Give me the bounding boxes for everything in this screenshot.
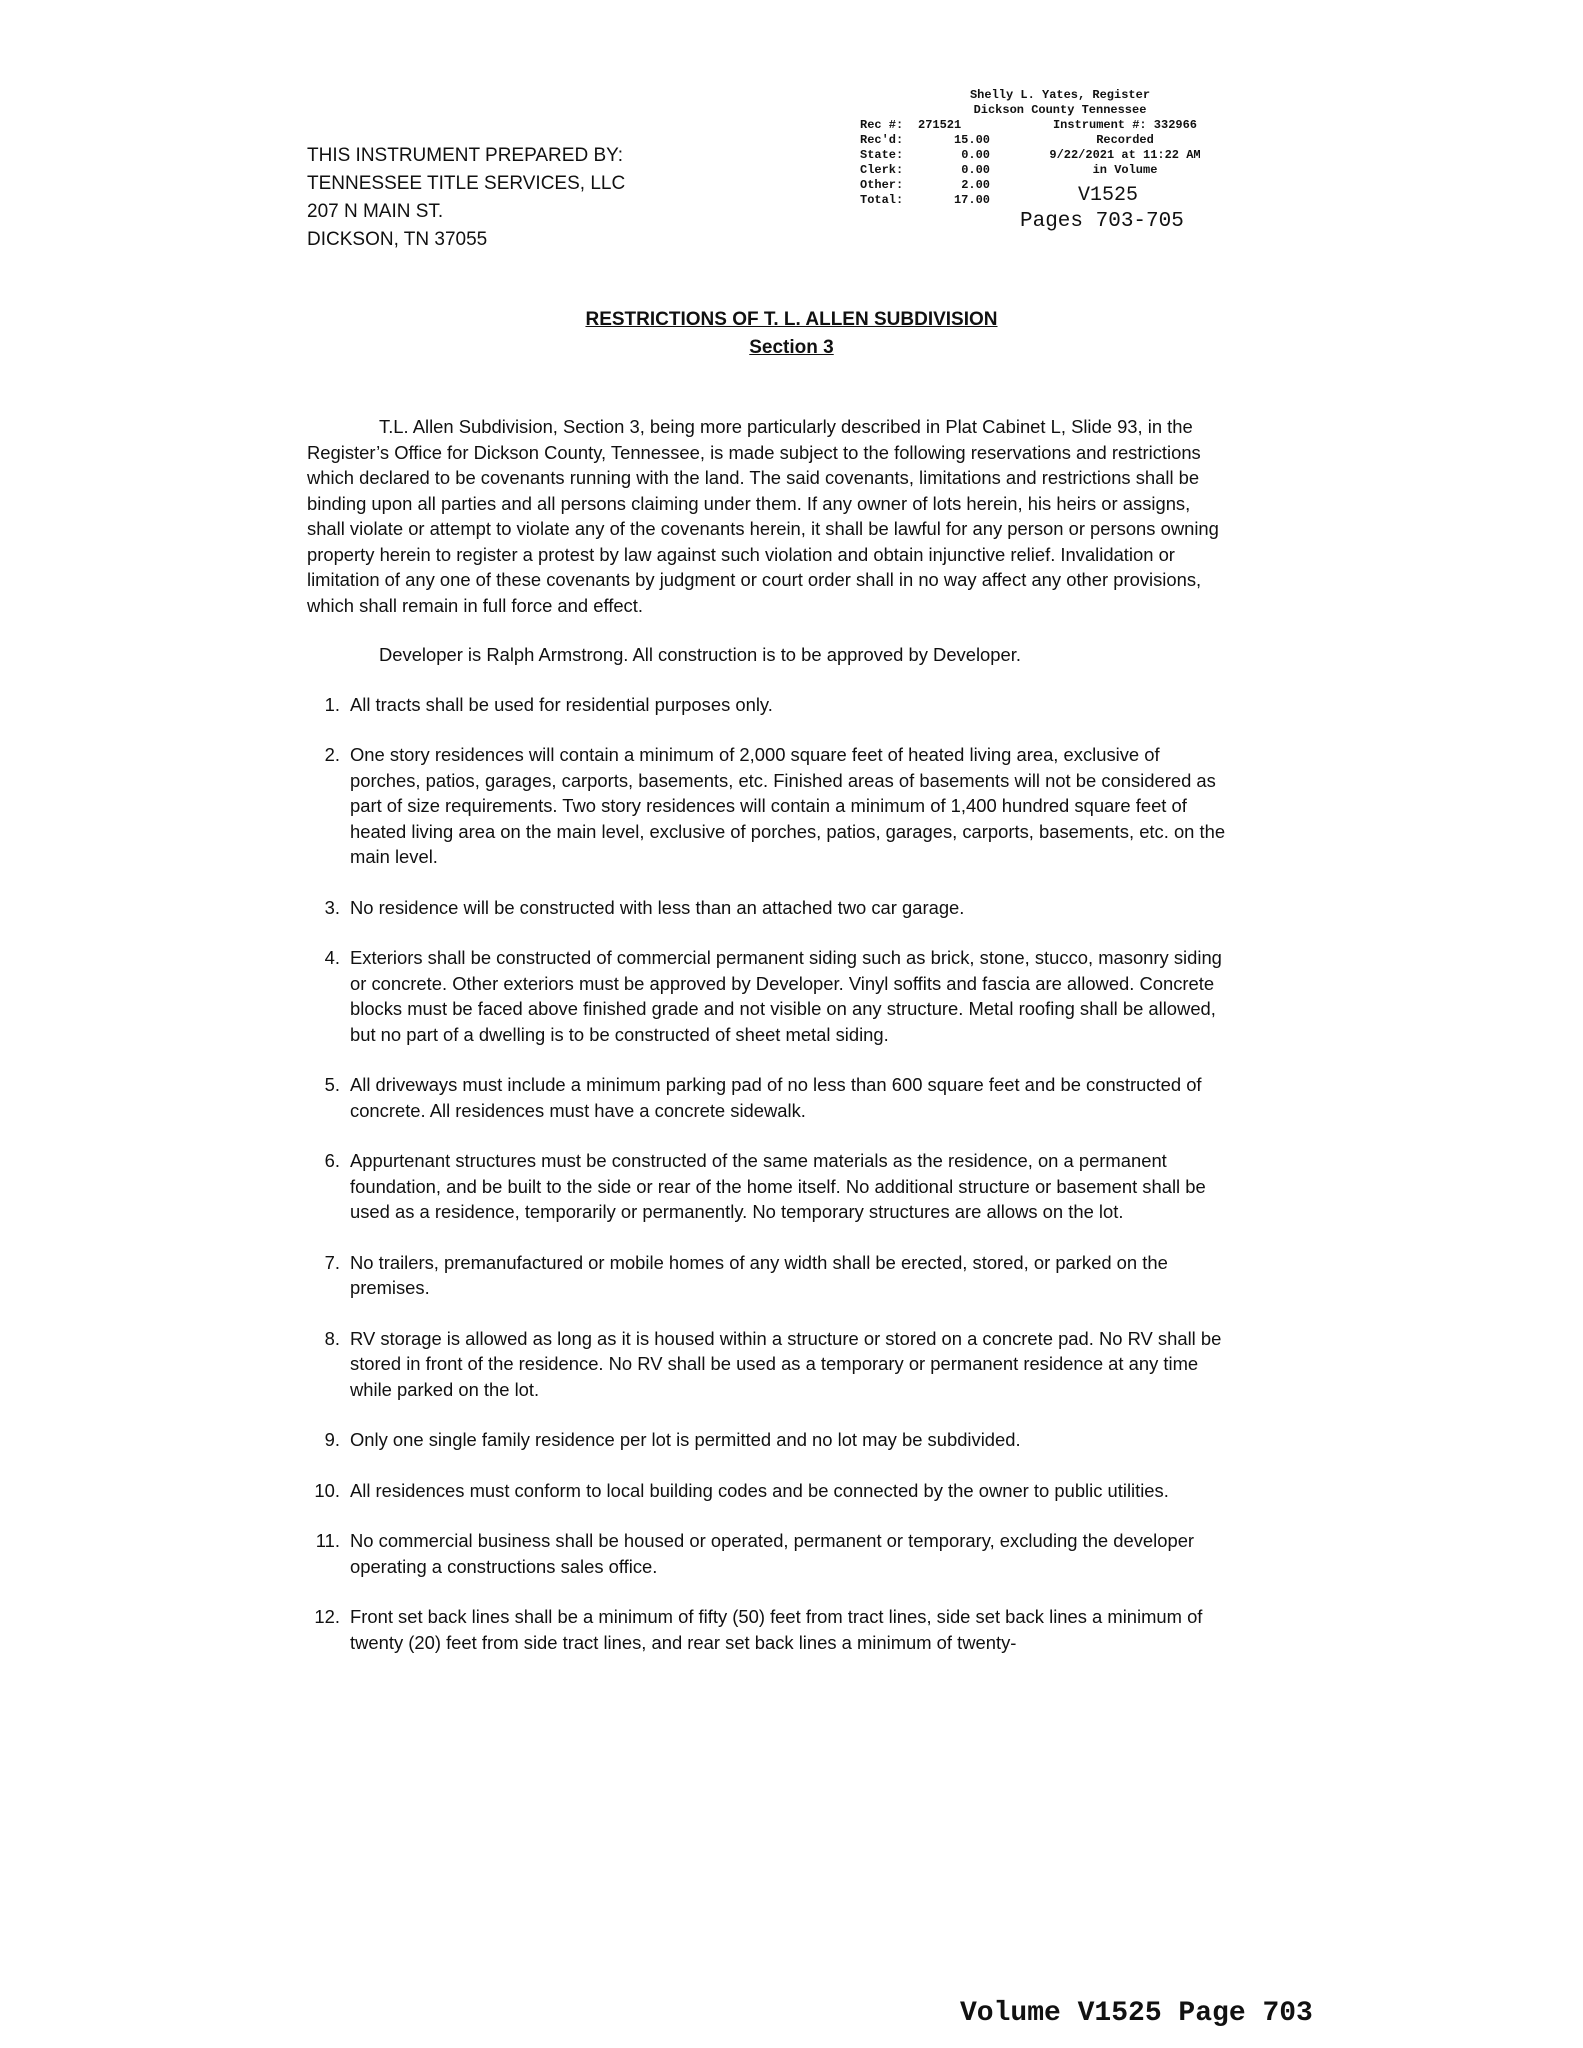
item-number: 2. [324,744,340,765]
stamp-fee-note: Recorded [1096,133,1154,147]
stamp-register: Shelly L. Yates, Register [969,88,1151,102]
stamp-fee-value: 17.00 [953,193,990,207]
item-text: Appurtenant structures must be constructed of the same materials as the residence, on a permanent foundation, and be built to the side or rear of the home itself. No additional structure or basement shall be used as a residence, temporarily or permanently. No temporary structures are allows on the lot. [350,1150,1206,1222]
stamp-fee-row [860,133,1260,148]
item-text: Front set back lines shall be a minimum of fifty (50) feet from tract lines, side set back lines a minimum of twenty (20) feet from side tract lines, and rear set back lines a minimum of twenty- [350,1606,1203,1653]
item-number: 1. [324,693,340,715]
item-text: Exteriors shall be constructed of commercial permanent siding such as brick, stone, stucco, masonry siding or concrete. Other exteriors must be approved by Developer. Vinyl soffits and fascia are allowed. Concrete blocks must be faced above finished grade and not visible on any structure. Metal roofing shall be allowed, but no part of a dwelling is to be constructed of sheet metal siding. [350,947,1222,1045]
stamp-rec-row [860,118,1260,133]
item-number: 12. [314,1606,340,1627]
stamp-fee-row [860,148,1260,163]
item-text: Only one single family residence per lot is permitted and no lot may be subdivided. [350,1429,1021,1450]
stamp-fee-label: Total: [860,193,904,207]
list-item [307,945,1227,1047]
stamp-fee-value: 15.00 [953,133,990,147]
preparer-line: DICKSON, TN 37055 [307,229,488,250]
item-number: 8. [324,1327,340,1349]
preparer-line: TENNESSEE TITLE SERVICES, LLC [307,173,626,194]
stamp-fee-label: State: [860,148,904,162]
item-number: 10. [314,1479,340,1501]
item-text: No residence will be constructed with less than an attached two car garage. [350,896,965,918]
list-item [307,1604,1227,1655]
item-text: All driveways must include a minimum parking pad of no less than 600 square feet and be constructed of concrete. All residences must have a concrete sidewalk. [350,1074,1202,1121]
item-number: 11. [315,1530,340,1551]
stamp-pages: Pages 703-705 [1020,210,1184,233]
preparer-block [307,142,625,254]
list-item [307,1528,1227,1579]
item-number: 6. [324,1150,340,1171]
item-text: No trailers, premanufactured or mobile homes of any width shall be erected, stored, or parked on the premises. [350,1251,1168,1298]
item-text: No commercial business shall be housed or operated, permanent or temporary, excluding the developer operating a constructions sales office. [350,1530,1195,1577]
stamp-fee-note: in Volume [1092,163,1158,177]
stamp-fee-note: 9/22/2021 at 11:22 AM [1049,148,1201,162]
list-item [307,1326,1227,1403]
list-item [307,1427,1227,1453]
stamp-fee-label: Rec'd: [860,133,904,147]
stamp-fee-value: 0.00 [961,163,990,177]
list-item [307,1478,1227,1504]
list-item [307,1250,1227,1301]
document-title [0,306,1583,362]
item-number: 4. [324,947,340,968]
intro-paragraph: T.L. Allen Subdivision, Section 3, being more particularly described in Plat Cabinet L, Slide 93, in the Register’s Office for Dickson County, Tennessee, is made subject to the following reservations and restrictions which declared to be covenants running with the land. The said covenants, limitations and restrictions shall be binding upon all parties and all persons claiming under them. If any owner of lots herein, his heirs or assigns, shall violate or attempt to violate any of the covenants herein, it shall be lawful for any person or persons owning property herein to register a protest by law against such violation and obtain injunctive relief. Invalidation or limitation of any one of these covenants by judgment or court order shall in no way affect any other provisions, which shall remain in full force and effect. [307,416,1219,616]
stamp-fee-row [860,193,1260,208]
stamp-rec-label: Rec #: [860,118,904,132]
title-line-2: Section 3 [749,337,834,358]
document-body [307,414,1227,1680]
stamp-fee-value: 0.00 [961,148,990,162]
stamp-rec-value: 271521 [918,118,962,132]
item-number: 9. [324,1429,340,1450]
list-item [307,692,1227,718]
developer-line: Developer is Ralph Armstrong. All construction is to be approved by Developer. [379,644,1021,665]
stamp-fee-value: 2.00 [961,178,990,192]
stamp-fee-label: Other: [860,178,904,192]
list-item [307,895,1227,921]
item-text: RV storage is allowed as long as it is housed within a structure or stored on a concrete pad. No RV shall be stored in front of the residence. No RV shall be used as a temporary or permanent residence at any time while parked on the lot. [350,1327,1222,1400]
stamp-volume: V1525 [1078,184,1139,207]
recording-stamp [860,88,1260,233]
item-number: 5. [324,1074,340,1095]
restriction-list [307,692,1227,1656]
preparer-line: 207 N MAIN ST. [307,201,444,222]
page-footer: Volume V1525 Page 703 [960,1998,1313,2029]
stamp-county: Dickson County Tennessee [973,103,1147,117]
stamp-fee-label: Clerk: [860,163,904,177]
stamp-fee-row [860,178,1260,193]
item-text: All residences must conform to local building codes and be connected by the owner to public utilities. [350,1479,1169,1501]
list-item [307,742,1227,870]
list-item [307,1148,1227,1225]
stamp-fee-row [860,163,1260,178]
item-text: All tracts shall be used for residential purposes only. [350,693,773,715]
item-number: 3. [324,896,340,918]
stamp-instrument: Instrument #: 332966 [1052,118,1198,132]
preparer-line: THIS INSTRUMENT PREPARED BY: [307,145,624,166]
list-item [307,1072,1227,1123]
title-line-1: RESTRICTIONS OF T. L. ALLEN SUBDIVISION [585,309,998,330]
item-number: 7. [324,1251,340,1273]
item-text: One story residences will contain a minimum of 2,000 square feet of heated living area, exclusive of porches, patios, garages, carports, basements, etc. Finished areas of basements will not be considered as part of size requirements. Two story residences will contain a minimum of 1,400 hundred square feet of heated living area on the main level, exclusive of porches, patios, garages, carports, basements, etc. on the main level. [350,744,1226,867]
